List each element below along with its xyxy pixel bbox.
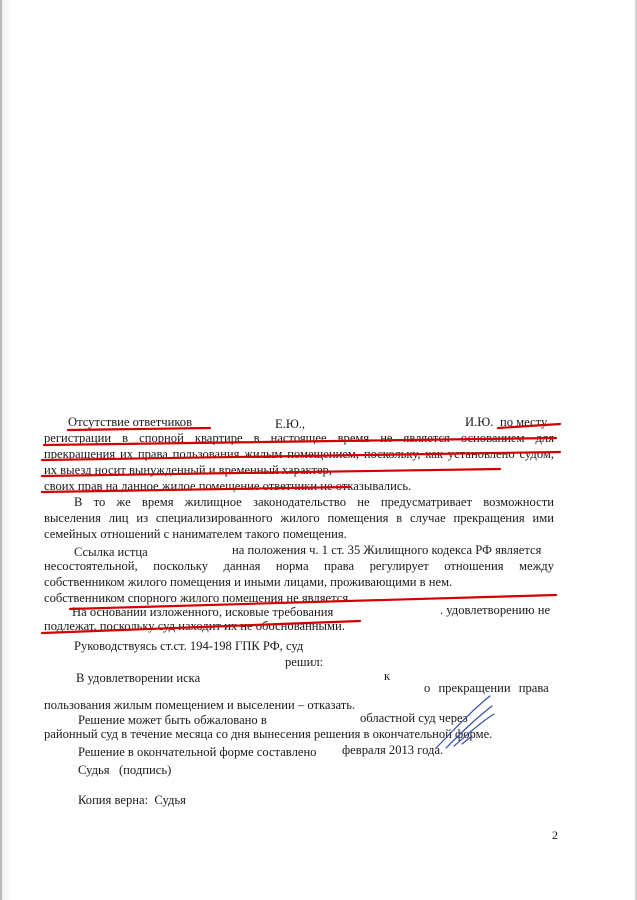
text-regional-court: областной суд через bbox=[360, 711, 468, 725]
paragraph-line: выселения лиц из специализированного жилого помещения в случае прекращения ими bbox=[44, 511, 554, 525]
paragraph-line: семейных отношений с нанимателем такого помещения. bbox=[44, 527, 347, 541]
text-on-the-basis: На основании изложенного, исковые требования bbox=[72, 605, 334, 619]
paragraph-line: собственником спорного жилого помещения не является. bbox=[44, 591, 352, 605]
text-appeal: Решение может быть обжаловано в bbox=[78, 713, 267, 727]
text-initials-1: Е.Ю., bbox=[275, 417, 306, 431]
paragraph-line: регистрации в спорной квартире в настоящее время не является основанием для bbox=[44, 431, 554, 445]
text-article-reference: на положения ч. 1 ст. 35 Жилищного кодекса РФ является bbox=[232, 543, 542, 557]
text-final-form: Решение в окончательной форме составлено bbox=[78, 745, 317, 759]
paragraph-line: их выезд носит вынужденный и временный характер, bbox=[44, 463, 332, 477]
text-decided: решил: bbox=[285, 655, 324, 669]
text-claim-denied: В удовлетворении иска bbox=[76, 671, 201, 685]
text-plaintiff-reference: Ссылка истца bbox=[74, 545, 148, 559]
paragraph-line: В то же время жилищное законодательство не предусматривает возможности bbox=[74, 495, 554, 509]
text-against: к bbox=[384, 669, 391, 683]
text-place-of: по месту bbox=[500, 415, 548, 429]
paragraph-line: прекращения их права пользования жилым помещением, поскольку, как установлено судом, bbox=[44, 447, 554, 461]
text-termination-right: о прекращении права bbox=[424, 681, 549, 695]
text-judge-signature: Судья (подпись) bbox=[78, 763, 172, 777]
paragraph-line: Руководствуясь ст.ст. 194-198 ГПК РФ, суд bbox=[74, 639, 304, 653]
text-initials-2: И.Ю. bbox=[465, 415, 494, 429]
paragraph-line: районный суд в течение месяца со дня вынесения решения в окончательной форме. bbox=[44, 727, 493, 741]
text-not-satisfied: . удовлетворению не bbox=[440, 603, 551, 617]
text-absence-defendants: Отсутствие ответчиков bbox=[68, 415, 193, 429]
scan-shadow bbox=[2, 0, 12, 900]
text-copy-verified: Копия верна: Судья bbox=[78, 793, 186, 807]
paragraph-line: собственником жилого помещения и иными лицами, проживающими в нем. bbox=[44, 575, 453, 589]
paragraph-line: своих прав на данное жилое помещение ответчики не отказывались. bbox=[44, 479, 412, 493]
paragraph-line: несостоятельной, поскольку данная норма права регулирует отношения между bbox=[44, 559, 554, 573]
paragraph-line: пользования жилым помещением и выселении – отказать. bbox=[44, 698, 356, 712]
text-date: февраля 2013 года. bbox=[342, 743, 444, 757]
page-number: 2 bbox=[552, 828, 558, 842]
signature-mark bbox=[432, 692, 502, 752]
paragraph-line: подлежат, поскольку суд находит их не обоснованными. bbox=[44, 619, 345, 633]
